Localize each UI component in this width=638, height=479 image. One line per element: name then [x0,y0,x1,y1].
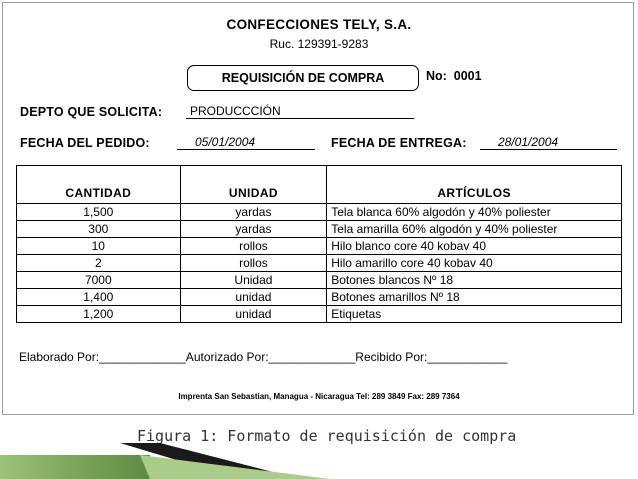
unidad-cell: yardas [180,221,327,238]
header-cantidad: CANTIDAD [17,166,181,204]
cantidad-cell: 7000 [17,272,181,289]
company-name: CONFECCIONES TELY, S.A. [226,17,412,32]
cantidad-cell: 2 [17,255,181,272]
articulo-cell: Tela amarilla 60% algodón y 40% poliester [327,221,622,238]
table-row [17,272,622,289]
header-unidad: UNIDAD [180,166,327,204]
articulo-cell: Botones blancos Nº 18 [327,272,622,289]
depto-label: DEPTO QUE SOLICITA: [20,105,163,119]
figure-caption: Figura 1: Formato de requisición de compra [137,427,517,445]
decorative-banner [0,443,638,479]
table-row [17,221,622,238]
unidad-cell: rollos [180,255,327,272]
unidad-cell: rollos [180,238,327,255]
cantidad-cell: 1,200 [17,306,181,323]
cantidad-cell: 1,400 [17,289,181,306]
table-row [17,204,622,221]
articulo-cell: Etiquetas [327,306,622,323]
table-row [17,255,622,272]
fecha-entrega-value: 28/01/2004 [480,134,617,150]
number-label: No: [426,69,447,83]
unidad-cell: Unidad [180,272,327,289]
requisition-title: REQUISICIÓN DE COMPRA [187,65,419,91]
table-row [17,289,622,306]
cantidad-cell: 1,500 [17,204,181,221]
unidad-cell: unidad [180,289,327,306]
fecha-pedido-label: FECHA DEL PEDIDO: [20,136,150,150]
articulo-cell: Tela blanca 60% algodón y 40% poliester [327,204,622,221]
printer-footer: Imprenta San Sebastian, Managua - Nicaragua Tel: 289 3849 Fax: 289 7364 [178,392,460,401]
items-table [16,165,622,323]
depto-value: PRODUCCCIÓN [186,103,414,119]
articulo-cell: Hilo blanco core 40 kobav 40 [327,238,622,255]
table-header-row [17,166,622,204]
table-row [17,238,622,255]
header-articulos: ARTÍCULOS [327,166,622,204]
unidad-cell: unidad [180,306,327,323]
cantidad-cell: 300 [17,221,181,238]
fecha-entrega-label: FECHA DE ENTREGA: [331,136,467,150]
articulo-cell: Hilo amarillo core 40 kobav 40 [327,255,622,272]
cantidad-cell: 10 [17,238,181,255]
company-ruc: Ruc. 129391-9283 [269,37,369,51]
unidad-cell: yardas [180,204,327,221]
banner-green-tail [140,455,330,479]
number-value: 0001 [453,69,482,83]
requisition-number [426,69,482,83]
fecha-pedido-value: 05/01/2004 [177,134,315,150]
banner-green-bar [0,455,150,479]
signature-line: Elaborado Por:_____________Autorizado Por:_____________Recibido Por:____________ [19,350,508,364]
articulo-cell: Botones amarillos Nº 18 [327,289,622,306]
table-row [17,306,622,323]
